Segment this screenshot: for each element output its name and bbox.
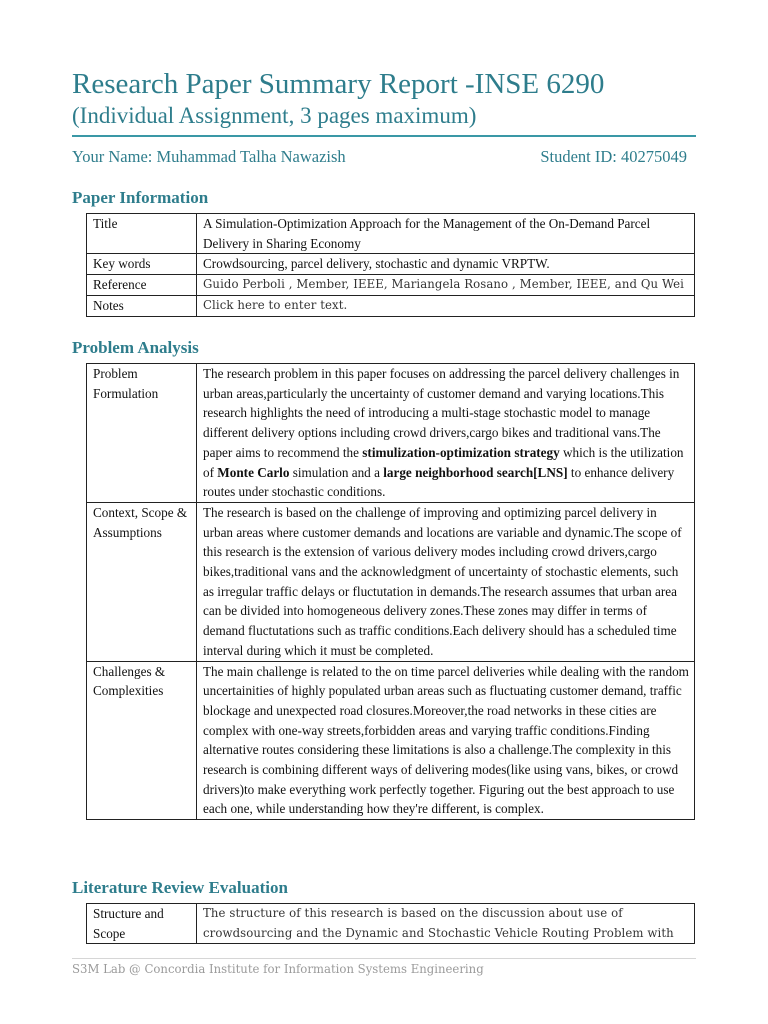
- problem-analysis-heading: Problem Analysis: [72, 338, 199, 357]
- notes-field[interactable]: Click here to enter text.: [197, 295, 695, 316]
- table-row: [87, 254, 695, 275]
- row-label-challenges: Challenges & Complexities: [87, 661, 197, 820]
- row-label-problem-formulation: Problem Formulation: [87, 364, 197, 503]
- paper-information-heading: Paper Information: [72, 188, 209, 207]
- problem-formulation-text: The research problem in this paper focuses on addressing the parcel delivery challenges in urban areas,particularly the uncertainty of customer demand and varying locations.This research highlights the need of introducing a multi-stage stochastic model to manage different delivery options including crowd drivers,cargo bikes and traditional vans.The paper aims to recommend the stimulization-optimization strategy which is the utilization of Monte Carlo simulation and a large neighborhood search[LNS] to enhance delivery routes under stochastic conditions.: [197, 364, 695, 503]
- table-row: [87, 904, 695, 944]
- row-label-title: Title: [87, 214, 197, 254]
- keywords-value: Crowdsourcing, parcel delivery, stochastic and dynamic VRPTW.: [197, 254, 695, 275]
- report-subtitle: (Individual Assignment, 3 pages maximum): [72, 103, 477, 128]
- table-row: [87, 295, 695, 316]
- page-footer: S3M Lab @ Concordia Institute for Information Systems Engineering: [72, 962, 484, 976]
- row-label-notes: Notes: [87, 295, 197, 316]
- footer-divider: [72, 958, 696, 959]
- student-name: Your Name: Muhammad Talha Nawazish: [72, 147, 346, 166]
- row-label-context-scope: Context, Scope & Assumptions: [87, 502, 197, 661]
- row-label-keywords: Key words: [87, 254, 197, 275]
- report-title: Research Paper Summary Report -INSE 6290: [72, 68, 605, 100]
- paper-title-value: A Simulation-Optimization Approach for the Management of the On-Demand Parcel Delivery in Sharing Economy: [197, 214, 695, 254]
- reference-field[interactable]: Guido Perboli , Member, IEEE, Mariangela Rosano , Member, IEEE, and Qu Wei: [197, 275, 695, 296]
- row-label-reference: Reference: [87, 275, 197, 296]
- challenges-text: The main challenge is related to the on time parcel deliveries while dealing with the random uncertainities of highly populated urban areas such as fluctuating customer demand, traffic blockage and unexpected road closures.Moreover,the road networks in these cities are complex with one-way streets,forbidden areas and varying traffic conditions.Finding alternative routes considering these limitations is also a challenge.The complexity in this research is combining different ways of delivering modes(like using vans, bikes, or crowd drivers)to make everything work perfectly together. Figuring out the best approach to use each one, while understanding how they're different, is complex.: [197, 661, 695, 820]
- table-row: [87, 364, 695, 503]
- table-row: [87, 661, 695, 820]
- student-id: Student ID: 40275049: [540, 147, 687, 166]
- context-scope-text: The research is based on the challenge of improving and optimizing parcel delivery in urban areas where customer demands and locations are variable and dynamic.The scope of this research is the extension of various delivery modes including crowd drivers,cargo bikes,traditional vans and the acknowledgment of uncertainty of stochastic elements, such as irregular traffic delays or fluctutation in demands.The research assumes that urban area can be divided into homogeneous delivery zones.These zones may differ in terms of demand fluctutations such as traffic conditions.Each delivery should has a scheduled time interval during which it must be completed.: [197, 502, 695, 661]
- row-label-structure-scope: Structure and Scope: [87, 904, 197, 944]
- literature-review-table: [86, 903, 695, 944]
- table-row: [87, 214, 695, 254]
- structure-scope-text[interactable]: The structure of this research is based on the discussion about use of crowdsourcing and the Dynamic and Stochastic Vehicle Routing Problem with: [197, 904, 695, 944]
- title-divider: [72, 135, 696, 137]
- table-row: [87, 502, 695, 661]
- literature-review-heading: Literature Review Evaluation: [72, 878, 288, 897]
- table-row: [87, 275, 695, 296]
- problem-analysis-table: [86, 363, 695, 820]
- paper-information-table: [86, 213, 695, 317]
